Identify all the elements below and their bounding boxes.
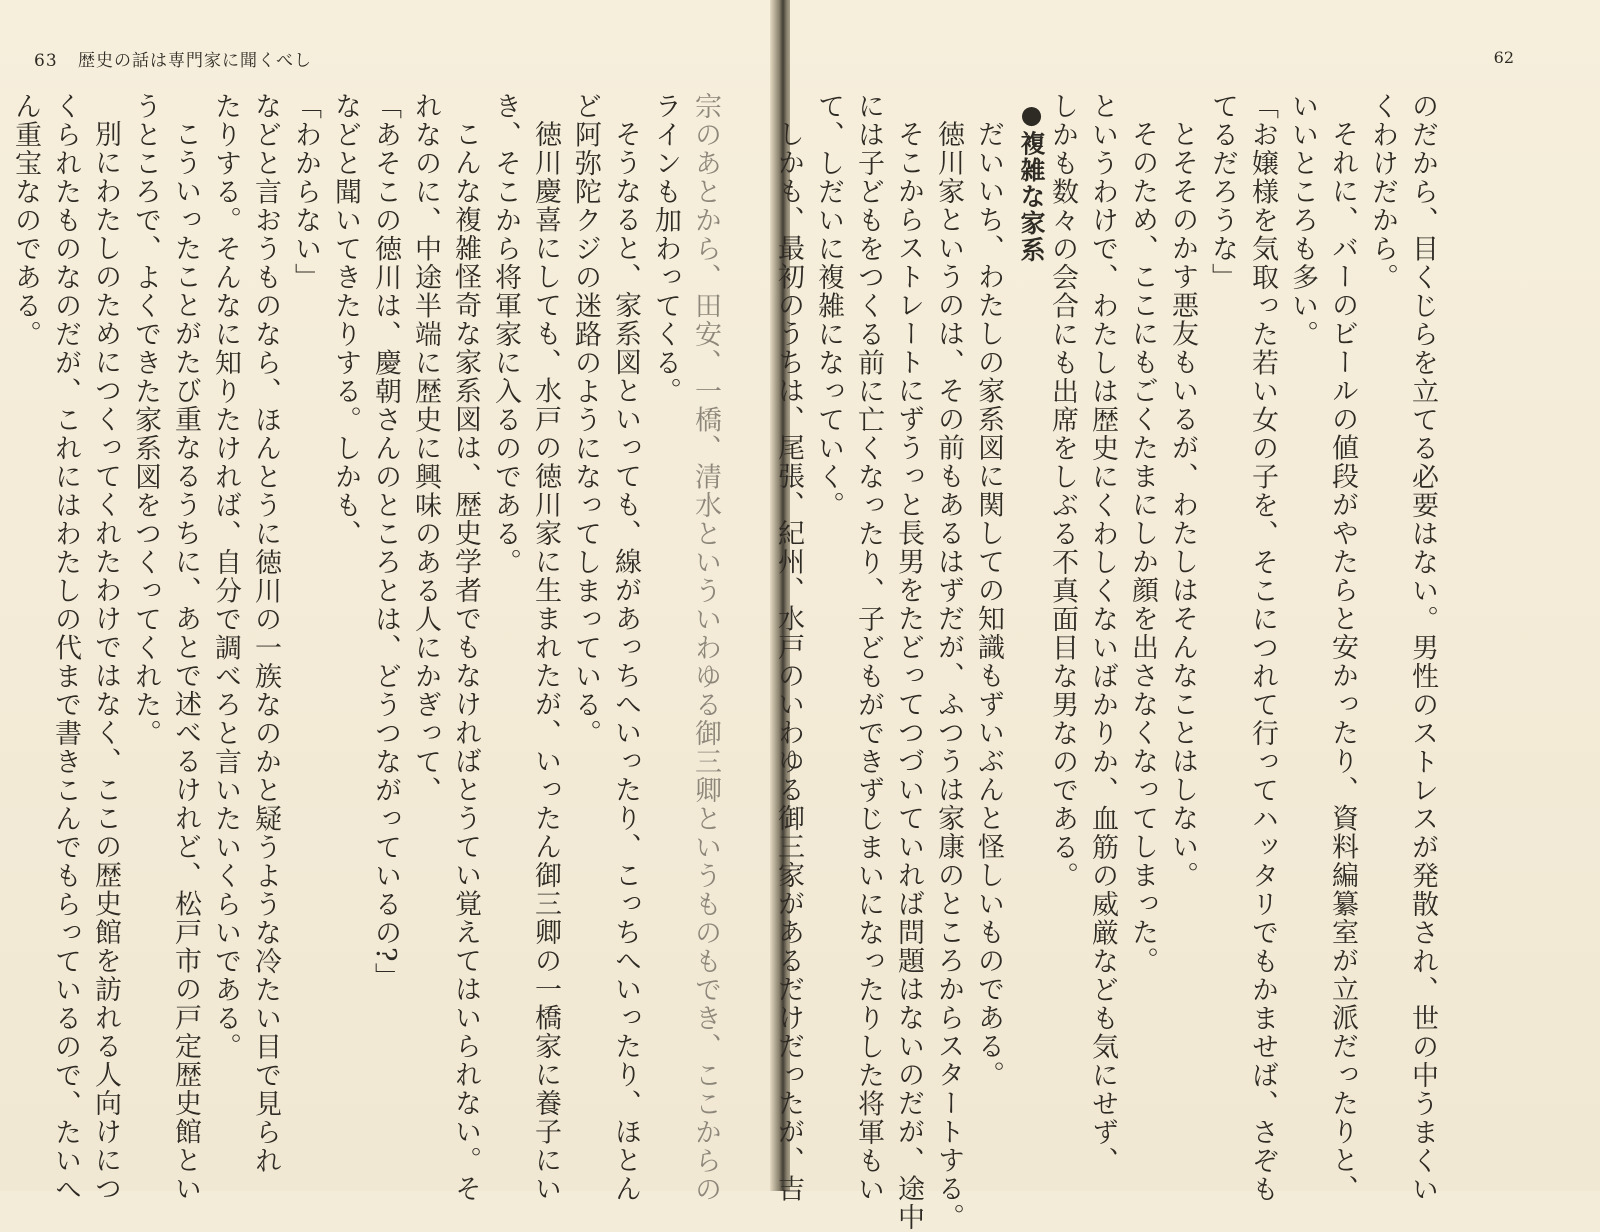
text-line: 徳川家というのは、その前もあるはずだが、ふつうは家康のところからスタートする。 (933, 120, 964, 1232)
text-line: 徳川慶喜にしても、水戸の徳川家に生まれたが、いったん御三卿の一橋家に養子にい (530, 120, 561, 1203)
text-line: というわけで、わたしは歴史にくわしくないばかりか、血筋の威厳なども気にせず、 (1087, 92, 1118, 1175)
text-line: れなのに、中途半端に歴史に興味のある人にかぎって、 (410, 92, 441, 805)
chapter-title: 歴史の話は専門家に聞くべし (78, 51, 313, 71)
text-line: ん重宝なのである。 (10, 92, 41, 349)
text-line: 宗のあとから、田安、一橋、清水といういわゆる御三卿というものもでき、ここからの (690, 92, 721, 1204)
left-page (0, 0, 776, 1204)
text-line: くわけだから。 (1367, 92, 1398, 292)
text-line: 別にわたしのためにつくってくれたわけではなく、ここの歴史館を訪れる人向けにつ (90, 120, 121, 1203)
right-page (773, 0, 1600, 1232)
running-head (34, 46, 312, 71)
left-page-number: 63 (34, 51, 58, 71)
text-line: てるだろうな」 (1207, 92, 1238, 292)
text-line: たりする。そんなに知りたければ、自分で調べろと言いたいくらいである。 (210, 92, 241, 1061)
text-line: くられたものなのだが、これにはわたしの代まで書きこんでもらっているので、たいへ (50, 92, 81, 1204)
right-page-number: 62 (1493, 48, 1514, 67)
text-line: そのため、ここにもごくたまにしか顔を出さなくなってしまった。 (1127, 120, 1158, 975)
text-line: 「わからない」 (290, 92, 321, 292)
text-line: こういったことがたび重なるうちに、あとで述べるけれど、松戸市の戸定歴史館とい (170, 120, 201, 1203)
text-line: それに、バーのビールの値段がやたらと安かったり、資料編纂室が立派だったりと、 (1327, 120, 1358, 1203)
text-line: ラインも加わってくる。 (650, 92, 681, 406)
text-line: て、しだいに複雑になっていく。 (813, 92, 844, 520)
text-line: のだから、目くじらを立てる必要はない。男性のストレスが発散され、世の中うまくい (1407, 92, 1438, 1204)
text-line: き、そこから将軍家に入るのである。 (490, 92, 521, 577)
text-line: だいいち、わたしの家系図に関しての知識もずいぶんと怪しいものである。 (973, 120, 1004, 1089)
text-line: などと言おうものなら、ほんとうに徳川の一族なのかと疑うような冷たい目で見られ (250, 92, 281, 1175)
text-line: いいところも多い。 (1287, 92, 1318, 349)
text-line: うところで、よくできた家系図をつくってくれた。 (130, 92, 161, 748)
text-line: そこからストレートにずうっと長男をたどってつづいていれば問題はないのだが、途中 (893, 120, 924, 1232)
text-line: などと聞いてきたりする。しかも、 (330, 92, 361, 548)
text-line: 「お嬢様を気取った若い女の子を、そこにつれて行ってハッタリでもかませば、さぞも (1247, 92, 1278, 1204)
text-line: しかも、最初のうちは、尾張、紀州、水戸のいわゆる御三家があるだけだったが、吉 (773, 120, 804, 1203)
text-line: には子どもをつくる前に亡くなったり、子どもができずじまいになったりした将軍もい (853, 92, 884, 1204)
section-heading: ●複雑な家系 (1017, 100, 1046, 263)
text-line: とそそのかす悪友もいるが、わたしはそんなことはしない。 (1167, 120, 1198, 890)
text-line: ど阿弥陀クジの迷路のようになってしまっている。 (570, 92, 601, 748)
text-line: しかも数々の会合にも出席をしぶる不真面目な男なのである。 (1047, 92, 1078, 890)
text-line: 「あそこの徳川は、慶朝さんのところとは、どうつながっているの?」 (370, 92, 401, 992)
text-line: こんな複雑怪奇な家系図は、歴史学者でもなければとうてい覚えてはいられない。そ (450, 120, 481, 1203)
text-line: そうなると、家系図といっても、線があっちへいったり、こっちへいったり、ほとん (610, 120, 641, 1203)
